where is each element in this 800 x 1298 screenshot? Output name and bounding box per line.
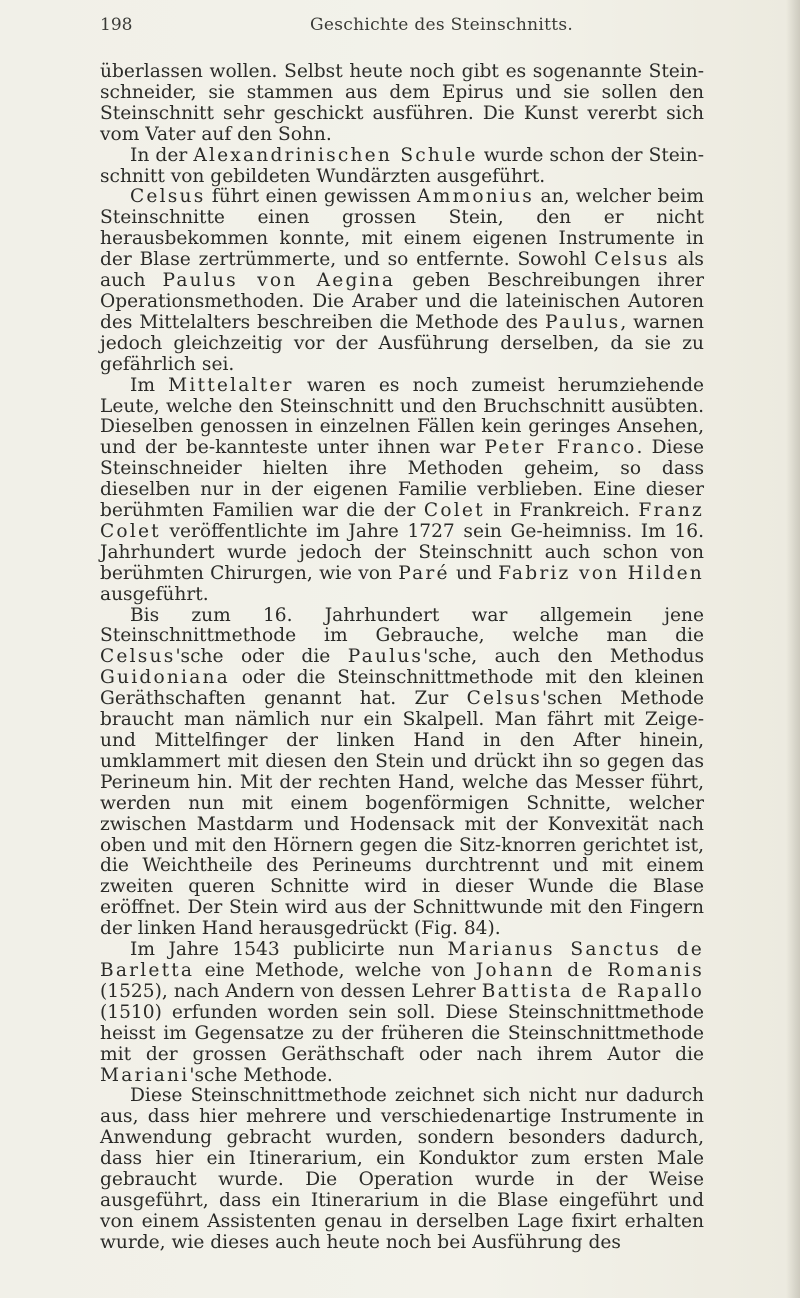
paragraph (100, 146, 704, 188)
body-text (100, 62, 704, 1254)
text-run: Bis zum 16. Jahrhundert war allgemein jene Steinschnittmethode im Gebrauche, welche man die (100, 604, 704, 647)
text-run: geben Beschreibungen ihrer Operationsmethoden. Die Araber und die lateinischen Autoren des Mittelalters beschreiben die Methode des (100, 270, 704, 333)
spaced-name: Celsus (130, 186, 206, 208)
text-run: oder die Steinschnittmethode mit den kleinen Geräthschaften genannt hat. Zur (100, 667, 704, 710)
text-run: Im Jahre 1543 publicirte nun (130, 939, 448, 961)
text-run: 'schen Methode braucht man nämlich nur ein Skalpell. Man fährt mit Zeige- und Mittelfinger der linken Hand in den After hinein, umklammert mit diesen den Stein und drückt ihn so gegen das Perineum hin. Mit der rechten Hand, welche das Messer führt, werden nun mit einem bogenförmigen Schnitte, welcher zwischen Mastdarm und Hodensack mit der Konvexität nach oben und mit den Hörnern gegen die Sitz-knorren gerichtet ist, die Weichtheile des Perineums durchtrennt und mit einem zweiten queren Schnitte wird in dieser Wunde die Blase eröffnet. Der Stein wird aus der Schnittwunde mit den Fingern der linken Hand herausgedrückt (Fig. 84). (100, 688, 704, 940)
spaced-name: Battista de Rapallo (481, 980, 704, 1002)
spaced-name: Alexandrinischen Schule (193, 144, 478, 166)
text-run: (1510) erfunden worden sein soll. Diese Steinschnittmethode heisst im Gegensatze zu der früheren die Steinschnittmethode mit der grossen Geräthschaft oder nach ihrem Autor die (100, 1001, 704, 1065)
text-run: In der (130, 144, 194, 166)
spaced-name: Paré (398, 562, 450, 584)
paragraph (100, 62, 704, 146)
text-run: 'sche Methode. (189, 1064, 333, 1086)
text-run: in Frankreich. (484, 500, 639, 522)
spaced-name: Ammonius (417, 186, 535, 208)
spaced-name: Mariani (100, 1064, 190, 1086)
text-run: führt einen gewissen (205, 186, 418, 208)
spaced-name: Celsus (100, 646, 176, 668)
text-run: wurde schon der Stein-schnitt von gebildeten Wundärzten ausgeführt. (100, 144, 705, 187)
spaced-name: Celsus (466, 688, 543, 710)
paragraph (100, 376, 704, 606)
spaced-name: Johann de Romanis (475, 959, 704, 981)
text-run: und (449, 562, 499, 584)
paragraph (100, 187, 704, 375)
page-header (100, 12, 700, 38)
text-run: (1525), nach Andern von dessen Lehrer (100, 980, 482, 1002)
text-run: veröffentlichte im Jahre 1727 sein Ge-heimniss. Im 16. Jahrhundert wurde jedoch der Steinschnitt auch schon von berühmten Chirurgen, wie von (100, 520, 704, 584)
spaced-name: Franz Colet (100, 500, 704, 542)
spaced-name: Paulus von Aegina (162, 270, 396, 292)
spaced-name: Guidoniana (100, 667, 230, 689)
spaced-name: Celsus (594, 249, 670, 271)
text-run: Diese Steinschnittmethode zeichnet sich nicht nur dadurch aus, dass hier mehrere und verschiedenartige Instrumente in Anwendung gebracht wurden, sondern besonders dadurch, dass hier ein Itinerarium, ein Konduktor zum ersten Male gebraucht wurde. Die Operation wurde in der Weise ausgeführt, dass ein Itinerarium in die Blase eingeführt und von einem Assistenten genau in derselben Lage fixirt erhalten wurde, wie dieses auch heute noch bei Ausführung des (100, 1085, 704, 1253)
page-number: 198 (100, 15, 133, 35)
text-run: 'sche, auch den Methodus (423, 646, 704, 668)
text-run: waren es noch zumeist herumziehende Leute, welche den Steinschnitt und den Bruchschnitt ausübten. Dieselben genossen in einzelnen Fällen kein geringes Ansehen, und der be-kannteste unter ihnen war (100, 374, 704, 459)
text-run: eine Methode, welche von (194, 959, 476, 981)
spaced-name: Peter Franco (484, 437, 637, 459)
spaced-name: Mittelalter (168, 374, 294, 396)
text-run: an, welcher beim Steinschnitte einen grossen Stein, den er nicht herausbekommen konnte, mit einem eigenen Instrumente in der Blase zertrümmerte, und so entfernte. Sowohl (100, 186, 704, 271)
spaced-name: Fabriz von Hilden (498, 562, 704, 584)
text-run: , warnen jedoch gleichzeitig vor der Ausführung derselben, da sie zu gefährlich sei. (100, 311, 704, 375)
running-title: Geschichte des Steinschnitts. (310, 15, 574, 35)
text-run: überlassen wollen. Selbst heute noch gibt es sogenannte Stein-schneider, sie stammen aus dem Epirus und sie sollen den Steinschnitt sehr geschickt ausführen. Die Kunst vererbt sich vom Vater auf den Sohn. (100, 61, 704, 145)
spaced-name: Colet (423, 500, 485, 522)
text-run: Im (130, 374, 169, 396)
paragraph (100, 1086, 704, 1253)
paragraph (100, 940, 704, 1086)
spaced-name: Paulus (544, 311, 621, 333)
text-run: 'sche oder die (175, 646, 348, 668)
page-edge-shadow (786, 0, 800, 1298)
text-run: ausgeführt. (100, 583, 209, 605)
paragraph (100, 606, 704, 941)
spaced-name: Marianus Sanctus de Barletta (100, 939, 704, 981)
spaced-name: Paulus (347, 646, 424, 668)
text-run: . Diese Steinschneider hielten ihre Methoden geheim, so dass dieselben nur in der eigenen Familie verblieben. Eine dieser berühmten Familien war die der (100, 437, 704, 522)
text-run: als auch (100, 249, 704, 292)
